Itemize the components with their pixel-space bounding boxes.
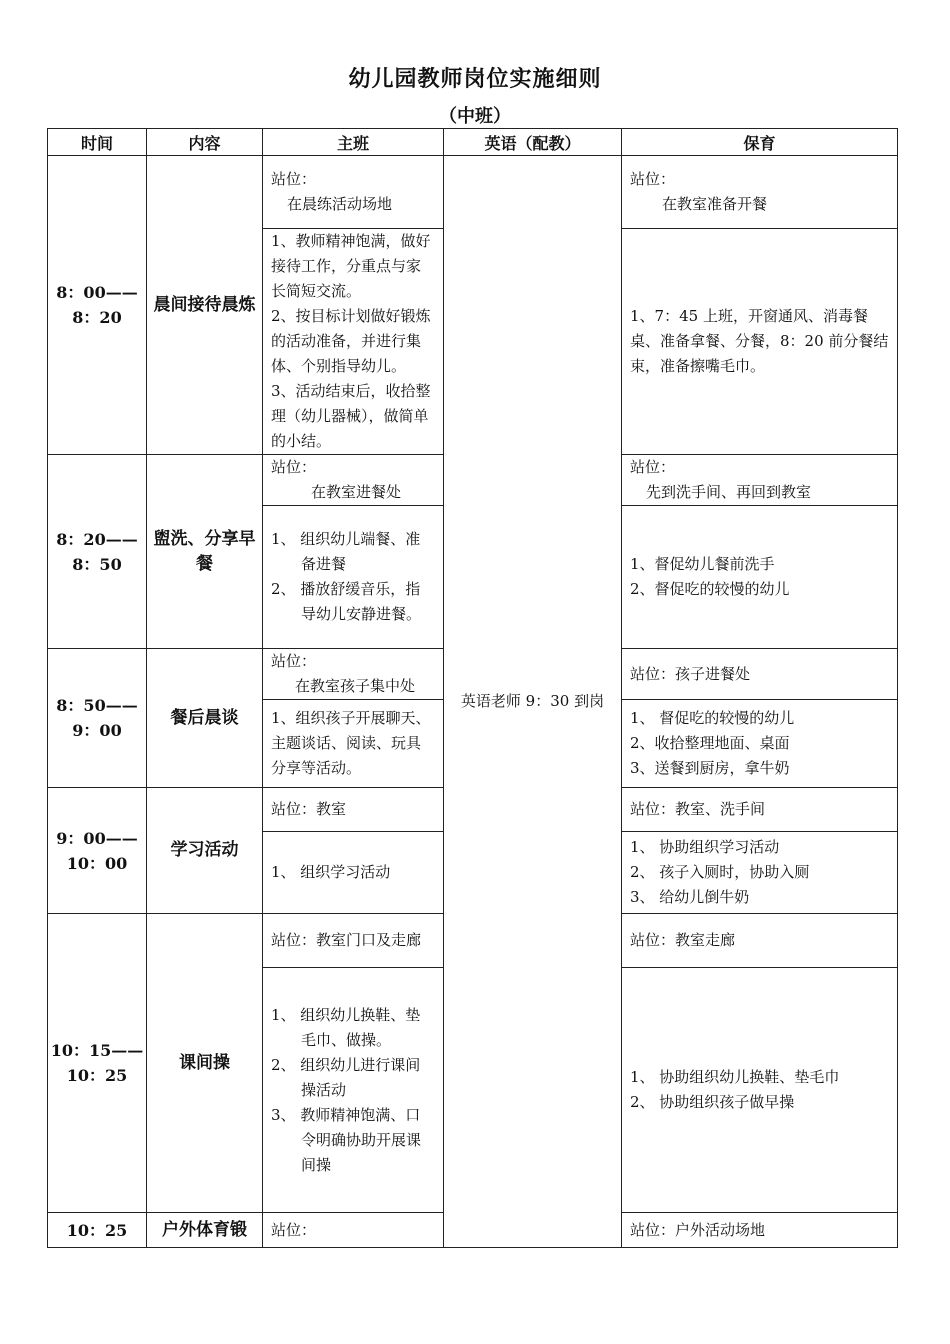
task-item: 2、 协助组织孩子做早操: [630, 1093, 795, 1111]
task-item: 1、 组织幼儿换鞋、垫毛巾、做操。: [271, 1005, 421, 1049]
station-location: 先到洗手间、再回到教室: [646, 483, 812, 501]
care-tasks-cell: [622, 229, 898, 455]
time-cell: 10：15——10：25: [48, 914, 147, 1213]
main-tasks-cell: [263, 506, 444, 649]
task-item: 2、收拾整理地面、桌面: [630, 734, 790, 752]
time-cell: 9：00——10：00: [48, 788, 147, 914]
care-tasks-cell: [622, 832, 898, 914]
care-station-cell: 站位：户外活动场地: [622, 1213, 898, 1248]
content-cell: 学习活动: [147, 788, 263, 914]
station-label: 站位：: [271, 458, 317, 476]
main-tasks-cell: [263, 832, 444, 914]
station-label: 站位：孩子进餐处: [630, 664, 751, 683]
station-location: 在晨练活动场地: [287, 195, 393, 213]
task-item: 3、送餐到厨房，拿牛奶: [630, 759, 790, 777]
task-item: 1、 协助组织幼儿换鞋、垫毛巾: [630, 1068, 840, 1086]
header-english-teacher: 英语（配教）: [444, 129, 622, 156]
header-main-teacher: 主班: [263, 129, 444, 156]
station-label: 站位：: [630, 458, 676, 476]
main-tasks-cell: [263, 229, 444, 455]
task-item: 3、活动结束后，收拾整理（幼儿器械），做简单的小结。: [271, 382, 431, 450]
care-station-cell: [622, 455, 898, 506]
time-cell: 8：50——9：00: [48, 649, 147, 788]
care-tasks-cell: [622, 968, 898, 1213]
care-station-cell: 站位：教室、洗手间: [622, 788, 898, 832]
main-tasks-cell: [263, 968, 444, 1213]
document-title: 幼儿园教师岗位实施细则: [348, 66, 602, 92]
time-cell: 8：00——8：20: [48, 156, 147, 455]
care-tasks-cell: [622, 700, 898, 788]
main-station-cell: 站位：教室: [263, 788, 444, 832]
content-cell: 晨间接待晨炼: [147, 156, 263, 455]
station-label: 站位：: [271, 652, 317, 670]
header-content: 内容: [147, 129, 263, 156]
task-item: 2、 组织幼儿进行课间操活动: [271, 1055, 421, 1099]
header-time: 时间: [48, 129, 147, 156]
station-label: 站位：: [630, 170, 676, 188]
task-item: 2、 播放舒缓音乐，指导幼儿安静进餐。: [271, 580, 422, 623]
task-item: 3、 教师精神饱满、口令明确协助开展课间操: [271, 1105, 422, 1174]
time-cell: 8：20——8：50: [48, 455, 147, 649]
station-location: 在教室准备开餐: [662, 195, 768, 213]
task-item: 2、 孩子入厕时，协助入厕: [630, 863, 810, 881]
content-cell: 餐后晨谈: [147, 649, 263, 788]
main-station-cell: 站位：: [263, 1213, 444, 1248]
station-location: 在教室孩子集中处: [295, 677, 416, 695]
task-item: 1、 组织学习活动: [271, 863, 391, 881]
english-teacher-cell: 英语老师 9：30 到岗: [444, 156, 622, 1248]
task-item: 1、 协助组织学习活动: [630, 838, 780, 856]
main-station-cell: [263, 649, 444, 700]
main-tasks-cell: [263, 700, 444, 788]
task-item: 1、督促幼儿餐前洗手: [630, 555, 775, 573]
main-station-cell: 站位：教室门口及走廊: [263, 914, 444, 968]
station-label: 站位：: [271, 170, 317, 188]
table-row: [48, 156, 898, 229]
care-station-cell: [622, 156, 898, 229]
care-tasks-cell: [622, 506, 898, 649]
task-item: 1、组织孩子开展聊天、主题谈话、阅读、玩具分享等活动。: [271, 709, 431, 777]
task-item: 1、7：45 上班，开窗通风、消毒餐桌、准备拿餐、分餐，8：20 前分餐结束，准备擦嘴毛巾。: [630, 307, 889, 375]
task-item: 1、教师精神饱满，做好接待工作，分重点与家长简短交流。: [271, 232, 431, 300]
task-item: 1、 督促吃的较慢的幼儿: [630, 709, 795, 727]
header-row: [48, 129, 898, 156]
header-caregiver: 保育: [622, 129, 898, 156]
main-station-cell: [263, 156, 444, 229]
schedule-table: [47, 128, 898, 1248]
content-cell: 课间操: [147, 914, 263, 1213]
document-subtitle: （中班）: [439, 106, 511, 127]
task-item: 2、督促吃的较慢的幼儿: [630, 580, 790, 598]
care-station-cell: [622, 649, 898, 700]
content-cell: 户外体育锻: [147, 1213, 263, 1248]
main-station-cell: [263, 455, 444, 506]
time-cell: 10：25: [48, 1213, 147, 1248]
station-location: 在教室进餐处: [311, 483, 402, 501]
content-cell: 盥洗、分享早餐: [147, 455, 263, 649]
task-item: 2、按目标计划做好锻炼的活动准备，并进行集体、个别指导幼儿。: [271, 307, 431, 375]
care-station-cell: 站位：教室走廊: [622, 914, 898, 968]
task-item: 1、 组织幼儿端餐、准备进餐: [271, 530, 421, 573]
task-item: 3、 给幼儿倒牛奶: [630, 888, 750, 906]
